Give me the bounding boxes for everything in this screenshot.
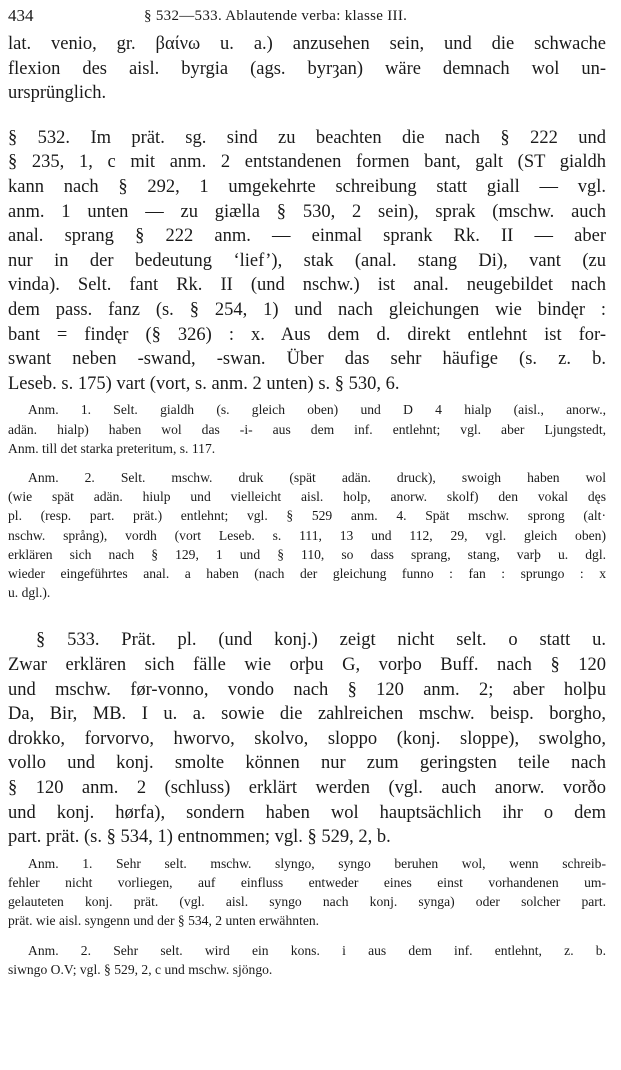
text-line: anm. 1 unten — zu giælla § 530, 2 sein), sprak (mschw. auch bbox=[8, 201, 606, 222]
text-line: ursprünglich. bbox=[8, 83, 107, 104]
text-line: part. prät. (s. § 534, 1) entnommen; vgl. § 529, 2, b. bbox=[8, 827, 391, 848]
anmerkung-532-2 bbox=[8, 468, 606, 602]
note-line: pl. (resp. part. prät.) entlehnt; vgl. § 529 anm. 4. Spät mschw. sprong (alt· bbox=[8, 508, 606, 524]
note-line: nschw. språng), vordh (vort Leseb. s. 111, 13 und 112, 29, vgl. gleich oben) bbox=[8, 527, 606, 543]
text-line: und mschw. før-vonno, vondo nach § 120 anm. 2; aber holþu bbox=[8, 679, 606, 700]
text-line: swant neben -swand, -swan. Über das sehr häufige (s. z. b. bbox=[8, 349, 606, 370]
note-line: Anm. 2. Sehr selt. wird ein kons. i aus dem inf. entlehnt, z. b. bbox=[28, 942, 606, 958]
text-line: vinda). Selt. fant Rk. II (und nschw.) ist anal. neugebildet nach bbox=[8, 275, 606, 296]
book-page bbox=[8, 6, 606, 979]
note-line: Anm. 1. Selt. gialdh (s. gleich oben) und D 4 hialp (aisl., anorw., bbox=[28, 402, 606, 418]
note-line: (wie spät adän. hiulp und vielleicht aisl. holp, anorw. skolf) den vokal dęs bbox=[8, 489, 606, 505]
running-title: § 532—533. Ablautende verba: klasse III. bbox=[144, 8, 408, 24]
note-line: adän. hialp) haben wol das -i- aus dem inf. entlehnt; vgl. aber Ljungstedt, bbox=[8, 421, 606, 437]
anmerkung-533-2 bbox=[8, 941, 606, 979]
text-line: Leseb. s. 175) vart (vort, s. anm. 2 unten) s. § 530, 6. bbox=[8, 373, 400, 394]
anmerkung-533-1 bbox=[8, 854, 606, 931]
text-line: flexion des aisl. byrgia (ags. byrȝan) wäre demnach wol un- bbox=[8, 58, 606, 79]
text-line: Zwar erklären sich fälle wie orþu G, vorþo Buff. nach § 120 bbox=[8, 654, 606, 675]
page-number: 434 bbox=[8, 6, 34, 25]
note-line: wieder eingeführtes anal. a haben (nach der gleichung funno : fan : sprungo : x bbox=[8, 565, 606, 581]
text-line: dem pass. fanz (s. § 254, 1) und nach gleichungen wie bindęr : bbox=[8, 299, 606, 320]
text-line: § 120 anm. 2 (schluss) erklärt werden (vgl. auch anorw. vorðo bbox=[8, 777, 606, 798]
text-line: kann nach § 292, 1 umgekehrte schreibung statt giall — vgl. bbox=[8, 176, 606, 197]
text-line: Da, Bir, MB. I u. a. sowie die zahlreichen mschw. beisp. borgho, bbox=[8, 704, 606, 725]
text-line: anal. sprang § 222 anm. — einmal sprank Rk. II — aber bbox=[8, 226, 606, 247]
section-532-paragraph bbox=[8, 126, 606, 397]
page-header bbox=[8, 6, 606, 32]
note-line: gelauteten konj. prät. (vgl. aisl. syngo nach konj. synga) oder solcher part. bbox=[8, 894, 606, 910]
note-line: Anm. 2. Selt. mschw. druk (spät adän. druck), swoigh haben wol bbox=[28, 469, 606, 485]
text-line: drokko, forvorvo, hworvo, skolvo, sloppo (konj. sloppe), swolgho, bbox=[8, 728, 606, 749]
section-533-paragraph bbox=[8, 628, 606, 849]
text-line: nur in der bedeutung ‘lief’), stak (anal. stang Di), vant (zu bbox=[8, 250, 606, 271]
intro-paragraph bbox=[8, 32, 606, 106]
note-line: u. dgl.). bbox=[8, 585, 51, 601]
text-line: bant = findęr (§ 326) : x. Aus dem d. direkt entlehnt ist for- bbox=[8, 324, 606, 345]
note-line: fehler nicht vorliegen, auf einfluss entweder eines einst vorhandenen um- bbox=[8, 874, 606, 890]
note-line: Anm. till det starka preteritum, s. 117. bbox=[8, 440, 216, 456]
text-line: § 533. Prät. pl. (und konj.) zeigt nicht selt. o statt u. bbox=[36, 630, 606, 651]
note-line: Anm. 1. Sehr selt. mschw. slyngo, syngo beruhen wol, wenn schreib- bbox=[28, 855, 606, 871]
text-line: § 235, 1, c mit anm. 2 entstandenen formen bant, galt (ST gialdh bbox=[8, 152, 606, 173]
text-line: und konj. hørfa), sondern haben wol hauptsächlich ihr o dem bbox=[8, 802, 606, 823]
text-line: vollo und konj. smolte können nur zum geringsten teile nach bbox=[8, 753, 606, 774]
text-line: lat. venio, gr. βαίνω u. a.) anzusehen sein, und die schwache bbox=[8, 34, 606, 54]
note-line: prät. wie aisl. syngenn und der § 534, 2 unten erwähnten. bbox=[8, 913, 320, 929]
note-line: erklären sich nach § 129, 1 und § 110, so dass sprang, stang, varþ u. dgl. bbox=[8, 546, 606, 562]
text-line: § 532. Im prät. sg. sind zu beachten die nach § 222 und bbox=[8, 127, 606, 148]
note-line: siwngo O.V; vgl. § 529, 2, c und mschw. sjöngo. bbox=[8, 961, 273, 977]
anmerkung-532-1 bbox=[8, 400, 606, 458]
